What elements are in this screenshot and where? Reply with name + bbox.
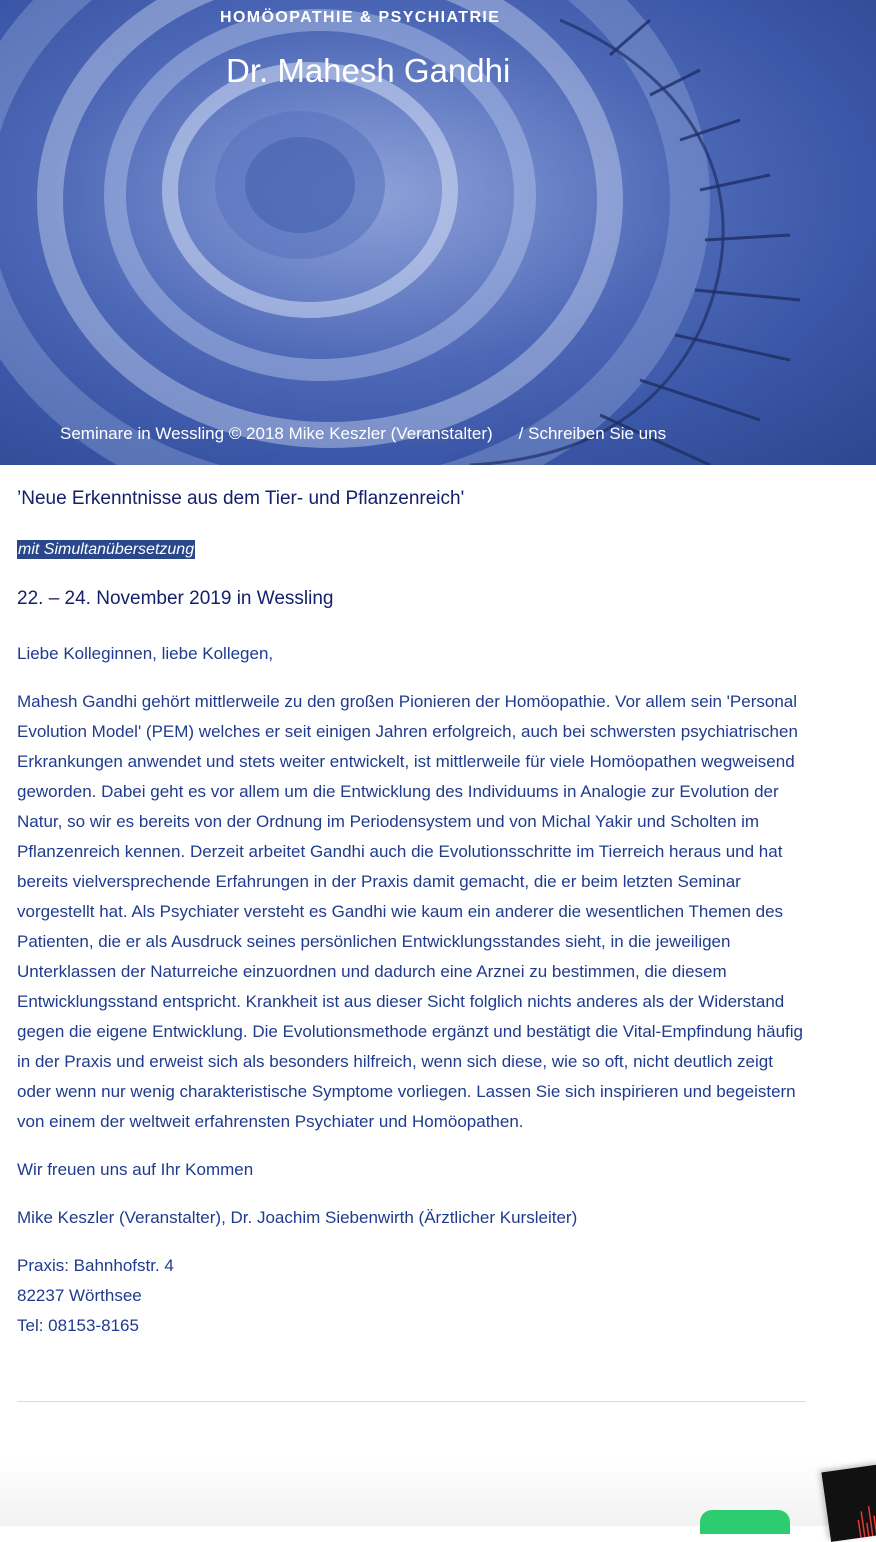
letter-greeting: Liebe Kolleginnen, liebe Kollegen, <box>17 644 274 663</box>
event-date: 22. – 24. November 2019 in Wessling <box>17 588 334 609</box>
address-street: Praxis: Bahnhofstr. 4 <box>17 1256 174 1275</box>
address-block <box>17 1251 807 1341</box>
letter-closing: Wir freuen uns auf Ihr Kommen <box>17 1160 254 1179</box>
site-title: Dr. Mahesh Gandhi <box>226 52 511 89</box>
content-divider <box>17 1401 806 1402</box>
copyright-text: Seminare in Wessling © 2018 Mike Keszler (Veranstalter) <box>60 424 493 443</box>
letter-signatures: Mike Keszler (Veranstalter), Dr. Joachim Siebenwirth (Ärztlicher Kursleiter) <box>17 1208 578 1227</box>
translation-badge: mit Simultanübersetzung <box>18 541 195 558</box>
hero-footer <box>60 424 666 444</box>
site-eyebrow: HOMÖOPATHIE & PSYCHIATRIE <box>220 9 501 26</box>
seminar-title: ’Neue Erkenntnisse aus dem Tier- und Pflanzenreich' <box>17 488 465 509</box>
floating-action-button[interactable] <box>700 1510 790 1534</box>
letter-body: Mahesh Gandhi gehört mittlerweile zu den großen Pionieren der Homöopathie. Vor allem sein 'Personal Evolution Model' (PEM) welches er seit einigen Jahren erfolgreich, auch bei schwersten psychiatrischen Erkrankungen anwendet und stets weiter entwickelt, ist mittlerweile für viele Homöopathen wegweisend geworden. Dabei geht es vor allem um die Entwicklung des Individuums in Analogie zur Evolution der Natur, so wir es bereits von der Ordnung im Periodensystem und von Michal Yakir und Scholten im Pflanzenreich kennen. Derzeit arbeitet Gandhi auch die Evolutionsschritte im Tierreich heraus und hat bereits vielversprechende Erfahrungen in der Praxis damit gemacht, die er beim letzten Seminar vorgestellt hat. Als Psychiater versteht es Gandhi wie kaum ein anderer die wesentlichen Themen des Patienten, die er als Ausdruck seines persönlichen Entwicklungsstandes sieht, in die jeweiligen Unterklassen der Naturreiche einzuordnen und dadurch eine Arznei zu bestimmen, die diesem Entwicklungsstand entspricht. Krankheit ist aus dieser Sicht folglich nichts anderes als der Widerstand gegen die eigene Entwicklung. Die Evolutionsmethode ergänzt und bestätigt die Vital-Empfindung häufig in der Praxis und erweist sich als besonders hilfreich, wenn sich diese, wie so oft, nicht deutlich zeigt oder wenn nur wenig charakteristische Symptome vorliegen. Lassen Sie sich inspirieren und begeistern von einem der weltweit erfahrensten Psychiater und Homöopathen. <box>17 692 803 1131</box>
address-city: 82237 Wörthsee <box>17 1286 142 1305</box>
address-phone: Tel: 08153-8165 <box>17 1316 139 1335</box>
hero-banner <box>0 0 876 465</box>
main-content <box>17 486 807 1341</box>
corner-thumbnail[interactable] <box>821 1464 876 1542</box>
thumbnail-graph-icon <box>821 1464 876 1542</box>
contact-link[interactable]: / Schreiben Sie uns <box>518 424 667 443</box>
